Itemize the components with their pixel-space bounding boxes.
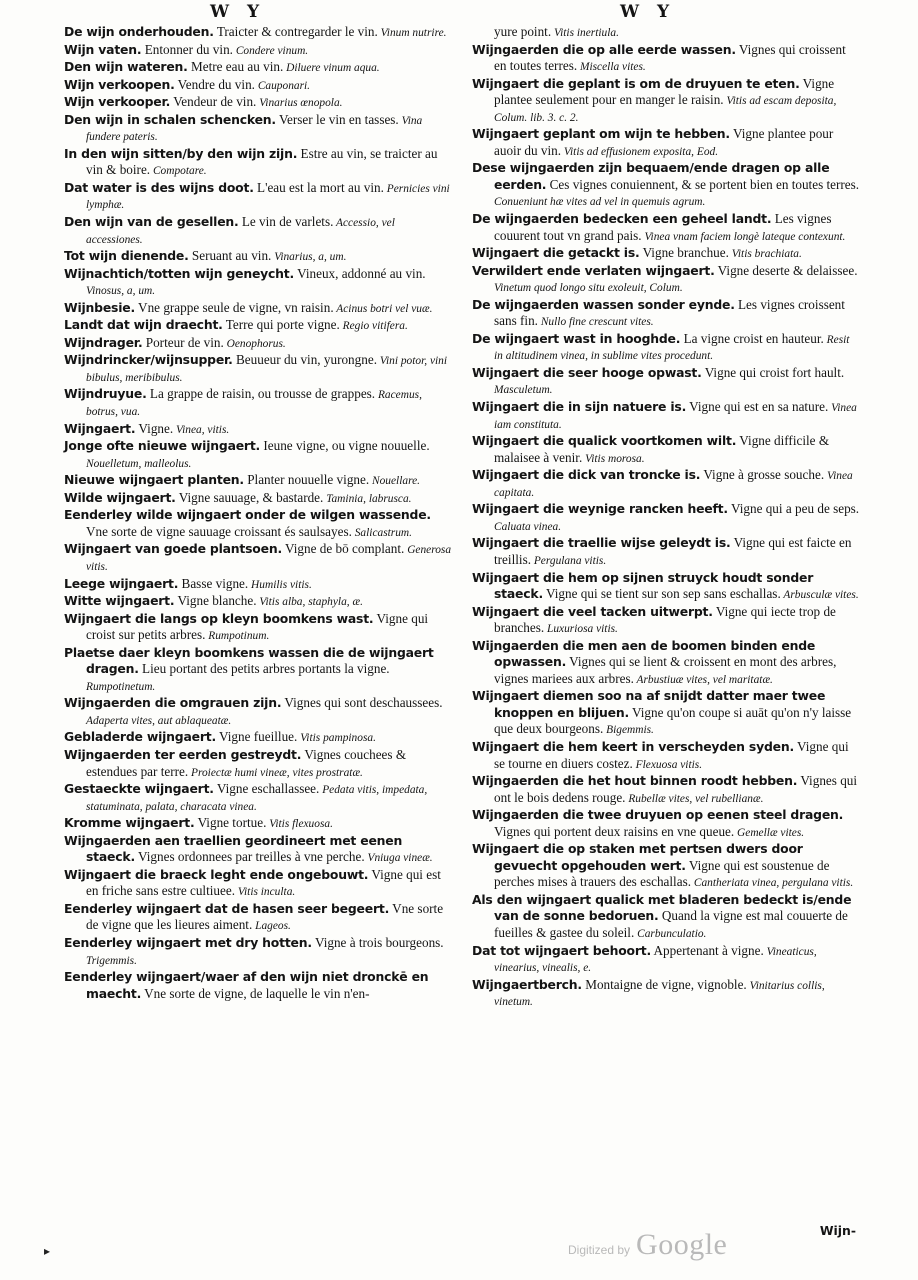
dictionary-entry xyxy=(64,867,454,901)
entry-french-definition: Vigne qui se tourne en diuers costez. xyxy=(494,738,849,771)
dictionary-entry xyxy=(472,535,860,569)
entry-french-definition: Vignes qui se lient & croissent en mont des arbres, vignes mariees aux arbres. xyxy=(494,654,837,686)
entry-french-definition: Vignes qui sont deschaussees. xyxy=(281,695,443,711)
entry-headword: Eenderley wilde wijngaert onder de wilgen wassende. xyxy=(64,507,431,523)
entry-headword: Wijngaerden aen traellien geordineert met eenen staeck. xyxy=(64,832,403,865)
dictionary-entry xyxy=(64,611,454,645)
entry-headword: Jonge ofte nieuwe wijngaert. xyxy=(64,438,261,454)
dictionary-entry xyxy=(472,604,860,638)
entry-french-definition: Vigne plantee pour auoir du vin. xyxy=(494,126,834,158)
dictionary-entry xyxy=(472,570,860,604)
entry-headword: Kromme wijngaert. xyxy=(64,815,195,831)
entry-headword: Wijngaert die veel tacken uitwerpt. xyxy=(472,603,713,619)
dictionary-entry xyxy=(472,263,860,297)
entry-french-definition: Vne grappe seule de vigne, vn raisin. xyxy=(135,299,334,315)
entry-latin-equivalent: Miscella vites. xyxy=(577,61,646,74)
dictionary-entry xyxy=(64,77,454,95)
entry-latin-equivalent: Vini potor, vini bibulus, meribibulus. xyxy=(86,355,448,384)
entry-latin-equivalent: Regio vitifera. xyxy=(339,320,408,333)
dictionary-entry xyxy=(64,146,454,180)
entry-headword: Nieuwe wijngaert planten. xyxy=(64,472,244,488)
entry-headword: Wijndrager. xyxy=(64,334,143,350)
entry-latin-equivalent: Nullo fine crescunt vites. xyxy=(537,316,654,329)
entry-headword: Wijn vaten. xyxy=(64,41,142,57)
entry-headword: De wijngaerden bedecken een geheel landt. xyxy=(472,211,772,227)
entry-french-definition: Vigne fueillue. xyxy=(215,729,298,745)
dictionary-entry xyxy=(64,645,454,696)
entry-latin-equivalent: Trigemmis. xyxy=(86,954,137,967)
dictionary-entry xyxy=(472,638,860,689)
entry-latin-equivalent: Nouellare. xyxy=(369,475,420,488)
entry-french-definition: Vignes qui croissent en toutes terres. xyxy=(494,41,846,74)
entry-french-definition: Traicter & contregarder le vin. xyxy=(213,24,378,39)
entry-french-definition: Quand la vigne est mal couuerte de fueilles & gastee du soleil. xyxy=(494,908,848,940)
dictionary-entry xyxy=(472,433,860,467)
entry-headword: Wijn verkooper. xyxy=(64,94,171,110)
entry-headword: Wijngaerden ter eerden gestreydt. xyxy=(64,746,302,762)
entry-latin-equivalent: Vinea, vitis. xyxy=(173,423,230,436)
entry-french-definition: yure point. xyxy=(494,24,552,39)
entry-headword: Wijndrincker/wijnsupper. xyxy=(64,352,233,368)
entry-headword: Witte wijngaert. xyxy=(64,593,175,609)
entry-latin-equivalent: Generosa vitis. xyxy=(86,544,452,573)
entry-latin-equivalent: Vitis ad escam deposita, Colum. lib. 3. c. 2. xyxy=(494,95,837,124)
entry-headword: Verwildert ende verlaten wijngaert. xyxy=(472,262,715,278)
entry-latin-equivalent: Salicastrum. xyxy=(351,526,412,539)
entry-latin-equivalent: Vineaticus, vinearius, vinealis, e. xyxy=(494,945,817,975)
entry-latin-equivalent: Racemus, botrus, vua. xyxy=(86,389,422,419)
dictionary-entry xyxy=(64,248,454,266)
entry-latin-equivalent: Vinosus, a, um. xyxy=(86,285,156,298)
entry-french-definition: Beuueur du vin, yurongne. xyxy=(232,352,377,368)
entry-headword: Wilde wijngaert. xyxy=(64,489,176,505)
entry-latin-equivalent: Vinea capitata. xyxy=(494,470,853,499)
entry-latin-equivalent: Vitis morosa. xyxy=(582,452,645,465)
dictionary-entry xyxy=(472,807,860,841)
entry-latin-equivalent: Vinarius, a, um. xyxy=(271,251,347,264)
entry-headword: Wijngaertberch. xyxy=(472,976,582,992)
dictionary-entry xyxy=(64,593,454,611)
dictionary-entry xyxy=(64,833,454,867)
entry-latin-equivalent: Resit in altitudinem vinea, in sublime vites procedunt. xyxy=(494,333,850,363)
entry-headword: Eenderley wijngaert met dry hotten. xyxy=(64,934,312,950)
entry-latin-equivalent: Masculetum. xyxy=(494,384,553,397)
entry-latin-equivalent: Humilis vitis. xyxy=(248,578,312,591)
entry-headword: Wijnachtich/totten wijn geneycht. xyxy=(64,265,295,281)
dictionary-entry xyxy=(472,211,860,245)
entry-headword: Dat water is des wijns doot. xyxy=(64,179,254,195)
entry-french-definition: Porteur de vin. xyxy=(142,334,224,350)
dictionary-entry xyxy=(472,331,860,365)
entry-french-definition: Lieu portant des petits arbres portants la vigne. xyxy=(138,661,390,677)
dictionary-entry xyxy=(472,365,860,399)
entry-latin-equivalent: Compotare. xyxy=(150,165,207,178)
dictionary-entry xyxy=(64,901,454,935)
entry-french-definition: Vigne deserte & delaissee. xyxy=(714,262,858,278)
entry-headword: Den wijn wateren. xyxy=(64,59,188,75)
entry-french-definition: Metre eau au vin. xyxy=(187,59,284,75)
dictionary-entry xyxy=(64,317,454,335)
dictionary-entry xyxy=(64,386,454,420)
entry-headword: Den wijn van de gesellen. xyxy=(64,214,239,230)
running-header-right: W Y xyxy=(620,2,676,22)
entry-latin-equivalent: Accessio, vel accessiones. xyxy=(86,217,395,246)
entry-headword: Wijngaert die traellie wijse geleydt is. xyxy=(472,535,731,551)
entry-headword: Den wijn in schalen schencken. xyxy=(64,111,276,127)
digitized-watermark xyxy=(568,1228,727,1262)
entry-headword: Wijngaert die qualick voortkomen wilt. xyxy=(472,433,737,449)
dictionary-entry xyxy=(472,773,860,807)
entry-headword: Wijngaerden die omgrauen zijn. xyxy=(64,695,282,711)
entry-french-definition: Les vignes couurent tout vn grand pais. xyxy=(494,211,832,243)
entry-latin-equivalent: Vitis alba, staphyla, æ. xyxy=(256,596,363,609)
entry-french-definition: Vignes qui portent deux raisins en vne queue. xyxy=(494,823,735,839)
entry-latin-equivalent: Vitis inculta. xyxy=(235,886,296,899)
entry-french-definition: Vigne à grosse souche. xyxy=(700,467,825,483)
entry-french-definition: Vne sorte de vigne sauuage croissant és saulsayes. xyxy=(86,523,352,539)
dictionary-entry xyxy=(64,490,454,508)
dictionary-entry xyxy=(472,24,860,42)
entry-latin-equivalent: Vinea iam constituta. xyxy=(494,402,857,431)
entry-latin-equivalent: Flexuosa vitis. xyxy=(632,758,703,771)
entry-headword: Wijngaert die in sijn natuere is. xyxy=(472,399,687,415)
entry-latin-equivalent: Arbusculæ vites. xyxy=(780,589,859,602)
entry-french-definition: Vne sorte de vigne, de laquelle le vin n'en- xyxy=(141,985,370,1001)
dictionary-entry xyxy=(64,94,454,112)
entry-headword: Leege wijngaert. xyxy=(64,575,179,591)
entry-french-definition: Terre qui porte vigne. xyxy=(222,317,340,333)
dictionary-entry xyxy=(64,335,454,353)
catchword: Wijn- xyxy=(819,1223,856,1238)
dictionary-entry xyxy=(64,266,454,300)
dictionary-entry xyxy=(64,695,454,729)
dictionary-entry xyxy=(472,76,860,127)
entry-french-definition: Vigne de bō complant. xyxy=(281,541,405,557)
dictionary-entry xyxy=(64,935,454,969)
dictionary-entry xyxy=(472,943,860,977)
entry-french-definition: L'eau est la mort au vin. xyxy=(253,179,384,195)
entry-french-definition: Vignes ordonnees par treilles à vne perche. xyxy=(134,849,365,865)
right-column xyxy=(472,24,860,1011)
entry-headword: Landt dat wijn draecht. xyxy=(64,317,223,333)
entry-latin-equivalent: Vinum nutrire. xyxy=(377,27,447,39)
entry-latin-equivalent: Oenophorus. xyxy=(223,337,286,350)
entry-headword: Wijndruyue. xyxy=(64,386,147,402)
entry-headword: Dese wijngaerden zijn bequaem/ende dragen op alle eerden. xyxy=(472,160,830,192)
page-margin-mark: ▸ xyxy=(44,1244,51,1258)
entry-headword: Eenderley wijngaert/waer af den wijn niet dronckē en maecht. xyxy=(64,969,429,1001)
entry-latin-equivalent: Taminia, labrusca. xyxy=(323,492,412,505)
entry-headword: Wijngaert die op staken met pertsen dwers door gevuecht opgehouden wert. xyxy=(472,841,803,873)
entry-latin-equivalent: Vitis flexuosa. xyxy=(266,818,333,831)
dictionary-entry xyxy=(64,969,454,1002)
entry-french-definition: Basse vigne. xyxy=(178,575,249,591)
entry-latin-equivalent: Luxuriosa vitis. xyxy=(544,623,618,636)
entry-headword: Wijnbesie. xyxy=(64,299,135,315)
entry-latin-equivalent: Vitis inertiula. xyxy=(551,27,619,39)
entry-latin-equivalent: Rumpotinum. xyxy=(205,630,270,643)
entry-latin-equivalent: Acinus botri vel vuæ. xyxy=(333,302,433,315)
entry-latin-equivalent: Vinea vnam faciem longè lateque contexunt. xyxy=(641,230,846,243)
entry-french-definition: Vigne qui est faicte en treillis. xyxy=(494,535,852,567)
entry-latin-equivalent: Vinetum quod longo situ exoleuit, Colum. xyxy=(494,282,683,295)
dictionary-entry xyxy=(64,421,454,439)
entry-headword: Plaetse daer kleyn boomkens wassen die de wijngaert dragen. xyxy=(64,644,434,677)
dictionary-entry xyxy=(64,352,454,386)
dictionary-entry xyxy=(64,42,454,60)
dictionary-entry xyxy=(64,300,454,318)
entry-french-definition: Ieune vigne, ou vigne nouuelle. xyxy=(260,438,430,454)
dictionary-entry xyxy=(472,126,860,160)
entry-french-definition: Vignes couchees & estendues par terre. xyxy=(86,746,407,779)
entry-french-definition: Vigne qui croist fort hault. xyxy=(701,364,845,380)
dictionary-entry xyxy=(472,160,860,211)
entry-french-definition: Vineux, addonné au vin. xyxy=(294,265,426,281)
entry-french-definition: La vigne croist en hauteur. xyxy=(680,330,824,346)
entry-headword: Wijngaert. xyxy=(64,420,136,436)
entry-french-definition: Vigne à trois bourgeons. xyxy=(311,934,444,950)
entry-headword: Wijngaert die seer hooge opwast. xyxy=(472,364,702,380)
dictionary-entry xyxy=(472,977,860,1011)
entry-headword: Gestaeckte wijngaert. xyxy=(64,781,214,797)
entry-headword: Wijngaert die getackt is. xyxy=(472,245,640,261)
entry-french-definition: Le vin de varlets. xyxy=(238,214,334,230)
entry-latin-equivalent: Pergulana vitis. xyxy=(531,554,607,567)
entry-latin-equivalent: Vitis brachiata. xyxy=(728,248,802,261)
entry-french-definition: Planter nouuelle vigne. xyxy=(243,472,370,488)
entry-headword: Wijngaert diemen soo na af snijdt datter maer twee knoppen en blijuen. xyxy=(472,688,826,720)
entry-latin-equivalent: Proiectæ humi vineæ, vites prostratæ. xyxy=(188,766,363,779)
entry-headword: Wijngaert die geplant is om de druyuen te eten. xyxy=(472,75,800,91)
dictionary-entry xyxy=(64,59,454,77)
entry-headword: Wijngaert van goede plantsoen. xyxy=(64,541,282,557)
dictionary-entry xyxy=(64,438,454,472)
entry-french-definition: Seruant au vin. xyxy=(188,248,272,264)
entry-latin-equivalent: Vina fundere pateris. xyxy=(86,114,423,144)
entry-latin-equivalent: Diluere vinum aqua. xyxy=(283,62,380,75)
entry-headword: Wijngaert die braeck leght ende ongebouwt. xyxy=(64,866,369,882)
entry-french-definition: Vigne tortue. xyxy=(194,815,267,831)
entry-latin-equivalent: Vitis ad effusionem exposita, Eod. xyxy=(561,145,719,158)
dictionary-entry xyxy=(472,297,860,331)
entry-headword: De wijn onderhouden. xyxy=(64,24,214,39)
entry-latin-equivalent: Condere vinum. xyxy=(232,44,309,57)
entry-headword: Wijngaerden die twee druyuen op eenen steel dragen. xyxy=(472,807,844,823)
entry-headword: In den wijn sitten/by den wijn zijn. xyxy=(64,145,298,161)
entry-french-definition: Vignes qui ont le bois dedens rouge. xyxy=(494,773,858,805)
dictionary-entry xyxy=(64,541,454,575)
dictionary-entry xyxy=(64,472,454,490)
entry-latin-equivalent: Cauponari. xyxy=(254,79,311,92)
entry-headword: Wijngaerden die men aen de boomen binden ende opwassen. xyxy=(472,637,816,670)
dictionary-entry xyxy=(472,841,860,892)
entry-french-definition: Vne sorte de vigne que les lieures aiment. xyxy=(86,900,444,933)
entry-latin-equivalent: Cantheriata vinea, pergulana vitis. xyxy=(691,877,854,890)
entry-french-definition: Vigne qui est en sa nature. xyxy=(686,399,829,415)
entry-french-definition: Verser le vin en tasses. xyxy=(275,111,399,127)
entry-headword: Wijngaert die hem op sijnen struyck houdt sonder staeck. xyxy=(472,569,814,602)
entry-french-definition: Vigne difficile & malaisee à venir. xyxy=(494,433,830,465)
entry-latin-equivalent: Pernicies vini lymphæ. xyxy=(86,182,450,212)
dictionary-entry xyxy=(472,399,860,433)
dictionary-entry xyxy=(472,245,860,263)
dictionary-entry xyxy=(64,180,454,214)
watermark-prefix: Digitized by xyxy=(568,1243,631,1257)
entry-french-definition: Vigne qui a peu de seps. xyxy=(727,501,860,517)
entry-headword: Wijngaert die dick van troncke is. xyxy=(472,467,701,483)
dictionary-entry xyxy=(472,892,860,943)
entry-headword: Als den wijngaert qualick met bladeren bedeckt is/ende van de sonne bedoruen. xyxy=(472,891,852,924)
entry-latin-equivalent: Rumpotinetum. xyxy=(86,680,156,693)
entry-latin-equivalent: Lageos. xyxy=(252,920,291,933)
entry-french-definition: Montaigne de vigne, vignoble. xyxy=(581,976,747,992)
dictionary-entry xyxy=(472,739,860,773)
entry-headword: Wijngaert die hem keert in verscheyden syden. xyxy=(472,738,794,754)
entry-headword: Dat tot wijngaert behoort. xyxy=(472,942,651,958)
entry-french-definition: Vigne blanche. xyxy=(174,593,257,609)
entry-french-definition: Vigne. xyxy=(135,420,174,436)
google-logo: Google xyxy=(636,1228,728,1261)
entry-french-definition: Vigne qui croist sur petits arbres. xyxy=(86,610,429,643)
entry-latin-equivalent: Rubellæ vites, vel rubellianæ. xyxy=(625,792,764,805)
entry-french-definition: Les vignes croissent sans fin. xyxy=(494,296,845,329)
dictionary-entry xyxy=(64,729,454,747)
entry-french-definition: Ces vignes conuiennent, & se portent bien en toutes terres. xyxy=(546,176,860,192)
entry-french-definition: Vigne qu'on coupe si auāt qu'on n'y laisse que deux bourgeons. xyxy=(494,704,852,737)
entry-headword: Wijngaert geplant om wijn te hebben. xyxy=(472,126,730,142)
dictionary-entry xyxy=(472,42,860,76)
dictionary-entry xyxy=(64,747,454,781)
dictionary-entry xyxy=(64,214,454,248)
entry-latin-equivalent: Conueniunt hæ vites ad vel in quemuis agrum. xyxy=(494,196,706,209)
entry-french-definition: Vigne sauuage, & bastarde. xyxy=(175,489,324,505)
entry-latin-equivalent: Carbunculatio. xyxy=(634,927,707,940)
entry-french-definition: Vendre du vin. xyxy=(174,76,255,92)
running-header-left: W Y xyxy=(210,2,266,22)
dictionary-entry xyxy=(472,501,860,535)
dictionary-entry xyxy=(64,781,454,815)
dictionary-entry xyxy=(64,112,454,146)
entry-headword: De wijngaert wast in hooghde. xyxy=(472,330,681,346)
entry-french-definition: Appertenant à vigne. xyxy=(650,942,764,958)
dictionary-entry xyxy=(472,467,860,501)
entry-french-definition: Estre au vin, se traicter au vin & boire. xyxy=(86,145,438,178)
entry-french-definition: Vigne qui est en friche sans estre cultiuee. xyxy=(86,866,441,899)
dictionary-entry xyxy=(64,815,454,833)
entry-headword: Tot wijn dienende. xyxy=(64,248,189,264)
entry-french-definition: La grappe de raisin, ou trousse de grappes. xyxy=(146,386,376,402)
dictionary-entry xyxy=(472,688,860,739)
entry-headword: Eenderley wijngaert dat de hasen seer begeert. xyxy=(64,900,390,916)
entry-french-definition: Vigne eschallassee. xyxy=(213,781,320,797)
entry-headword: Wijn verkoopen. xyxy=(64,76,175,92)
entry-french-definition: Vigne qui se tient sur son sep sans eschallas. xyxy=(542,586,781,602)
entry-latin-equivalent: Caluata vinea. xyxy=(494,520,562,533)
entry-latin-equivalent: Vniuga vineæ. xyxy=(364,852,433,865)
entry-headword: Wijngaert die weynige rancken heeft. xyxy=(472,501,728,517)
entry-latin-equivalent: Adaperta vites, aut ablaqueatæ. xyxy=(86,714,232,727)
entry-french-definition: Vigne branchue. xyxy=(639,245,729,261)
entry-latin-equivalent: Gemellæ vites. xyxy=(734,826,805,839)
dictionary-entry xyxy=(64,576,454,594)
entry-french-definition: Vigne qui iecte trop de branches. xyxy=(494,603,836,636)
entry-latin-equivalent: Vitis pampinosa. xyxy=(297,732,376,745)
entry-headword: De wijngaerden wassen sonder eynde. xyxy=(472,296,735,312)
dictionary-entry xyxy=(64,24,454,42)
entry-headword: Wijngaert die langs op kleyn boomkens wast. xyxy=(64,610,374,626)
entry-latin-equivalent: Nouelletum, malleolus. xyxy=(86,457,192,470)
entry-latin-equivalent: Arbustiuæ vites, vel maritatæ. xyxy=(633,673,773,686)
entry-headword: Wijngaerden die op alle eerde wassen. xyxy=(472,41,736,57)
entry-french-definition: Vendeur de vin. xyxy=(170,94,257,110)
left-column xyxy=(64,24,454,1002)
dictionary-entry xyxy=(64,507,454,541)
entry-latin-equivalent: Vinitarius collis, vinetum. xyxy=(494,979,825,1009)
entry-french-definition: Vigne plantee seulement pour en manger le raisin. xyxy=(494,75,835,108)
entry-french-definition: Entonner du vin. xyxy=(141,41,233,57)
entry-latin-equivalent: Vinarius œnopola. xyxy=(256,97,343,110)
entry-latin-equivalent: Pedata vitis, impedata, statuminata, palata, characata vinea. xyxy=(86,784,428,813)
entry-french-definition: Vigne qui est soustenue de perches mises à trauers des eschallas. xyxy=(494,857,830,890)
entry-latin-equivalent: Bigemmis. xyxy=(603,724,654,737)
entry-headword: Wijngaerden die het hout binnen roodt hebben. xyxy=(472,773,798,789)
entry-headword: Gebladerde wijngaert. xyxy=(64,729,216,745)
